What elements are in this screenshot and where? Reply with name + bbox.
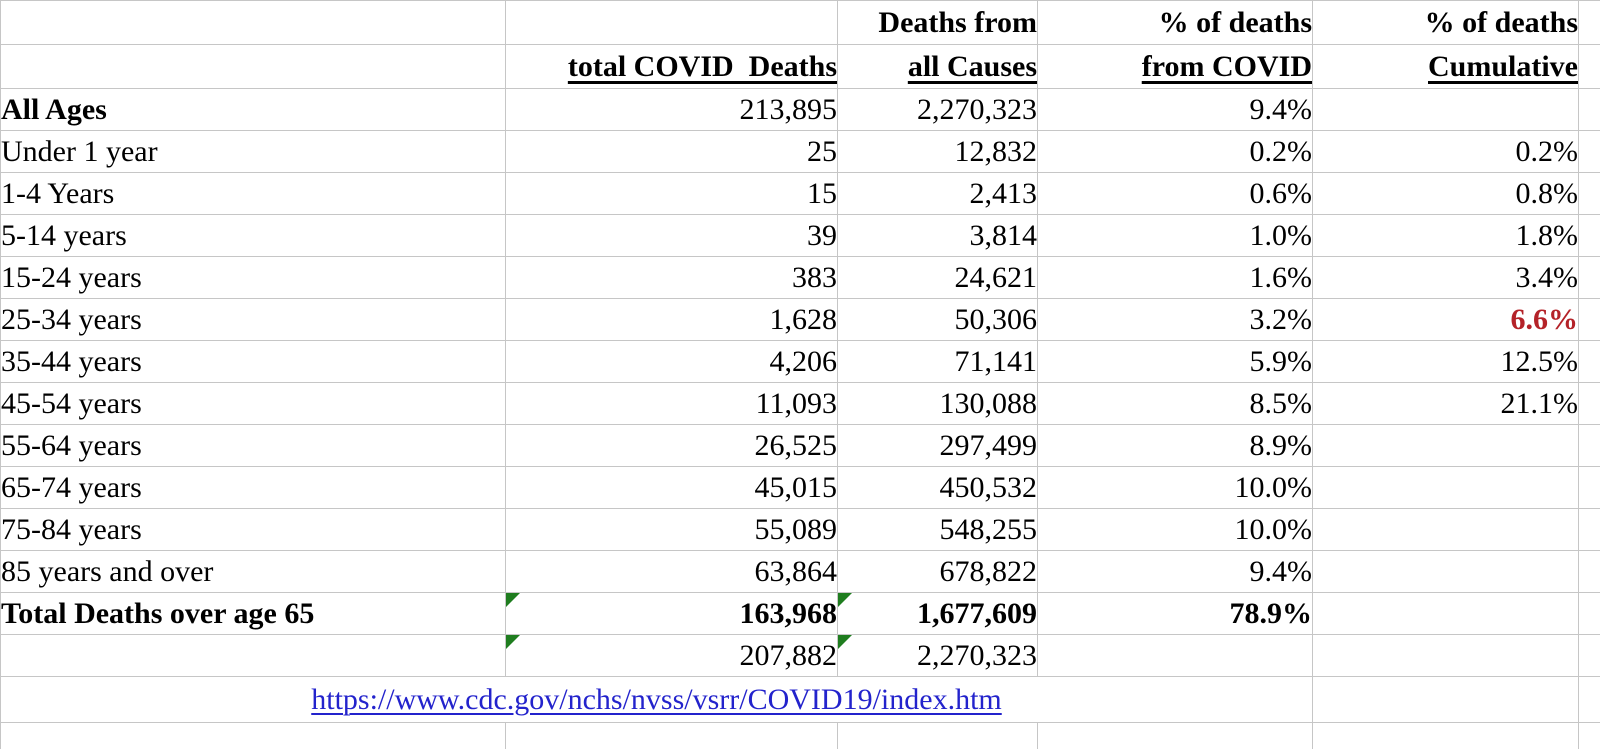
cell-all-causes[interactable] (838, 509, 1038, 551)
cell-all-causes[interactable] (838, 215, 1038, 257)
cell-age-label[interactable] (1, 173, 506, 215)
cell-pct-covid[interactable] (1038, 509, 1313, 551)
cell-pct-covid[interactable] (1038, 131, 1313, 173)
cell-empty[interactable] (1038, 635, 1313, 677)
header-all-causes-line1[interactable] (838, 1, 1038, 45)
value: 548,255 (940, 513, 1038, 546)
age-label: 25-34 years (1, 303, 142, 336)
cell-empty[interactable] (1313, 635, 1579, 677)
cell-age-label[interactable] (1, 257, 506, 299)
error-flag-icon (506, 635, 520, 649)
cell-pct-covid[interactable] (1038, 551, 1313, 593)
cell-covid-deaths[interactable] (506, 89, 838, 131)
table-row (1, 131, 1600, 173)
cell-pct-cumulative-highlighted[interactable] (1313, 299, 1579, 341)
cell-empty[interactable] (1579, 383, 1600, 425)
cell-all-causes[interactable] (838, 551, 1038, 593)
cell-all-causes[interactable] (838, 341, 1038, 383)
cell-pct-cumulative[interactable] (1313, 215, 1579, 257)
cell-empty[interactable] (1579, 341, 1600, 383)
cell-empty[interactable] (1579, 593, 1600, 635)
cell-empty[interactable] (838, 723, 1038, 749)
cell-age-label[interactable] (1, 467, 506, 509)
cell-empty[interactable] (1579, 215, 1600, 257)
header-label: all Causes (908, 50, 1037, 83)
cell-pct-cumulative[interactable] (1313, 131, 1579, 173)
cell-empty[interactable] (1579, 635, 1600, 677)
header-row-1 (1, 1, 1600, 45)
age-label: 45-54 years (1, 387, 142, 420)
cell-covid-deaths[interactable] (506, 173, 838, 215)
table-row (1, 215, 1600, 257)
cell-pct-cumulative[interactable] (1313, 593, 1579, 635)
cell-all-causes[interactable] (838, 467, 1038, 509)
cell-age-label[interactable] (1, 89, 506, 131)
link-row (1, 677, 1600, 723)
cell-empty[interactable] (1, 723, 506, 749)
cell-pct-covid[interactable] (1038, 89, 1313, 131)
value: 50,306 (955, 303, 1038, 336)
cell-total-label[interactable] (1, 593, 506, 635)
table-row (1, 89, 1600, 131)
cell-age-label[interactable] (1, 509, 506, 551)
total-row (1, 593, 1600, 635)
value: 3,814 (970, 219, 1038, 252)
cell-check-all-causes[interactable] (838, 635, 1038, 677)
cell-empty[interactable] (1579, 723, 1600, 749)
value: 8.9% (1250, 429, 1313, 462)
age-label: 75-84 years (1, 513, 142, 546)
cell-empty[interactable] (1313, 723, 1579, 749)
cell-all-causes[interactable] (838, 131, 1038, 173)
cell-covid-deaths[interactable] (506, 383, 838, 425)
cell-age-label[interactable] (1, 383, 506, 425)
cell-covid-deaths[interactable] (506, 509, 838, 551)
value: 15 (807, 177, 837, 210)
value: 450,532 (940, 471, 1038, 504)
value: 1.0% (1250, 219, 1313, 252)
cell-pct-covid[interactable] (1038, 299, 1313, 341)
cell-covid-deaths[interactable] (506, 425, 838, 467)
cell-age-label[interactable] (1, 551, 506, 593)
value: 21.1% (1501, 387, 1579, 420)
table-row (1, 341, 1600, 383)
value: 78.9% (1230, 597, 1313, 630)
header-label: total COVID Deaths (568, 50, 837, 83)
value: 1.8% (1516, 219, 1579, 252)
cell-total-pct-covid[interactable] (1038, 593, 1313, 635)
age-label: 55-64 years (1, 429, 142, 462)
value: 55,089 (755, 513, 838, 546)
cell-all-causes[interactable] (838, 89, 1038, 131)
cell-empty[interactable] (1579, 1, 1600, 45)
value: 8.5% (1250, 387, 1313, 420)
cell-covid-deaths[interactable] (506, 467, 838, 509)
value: 2,270,323 (917, 639, 1037, 672)
cell-empty[interactable] (1, 45, 506, 89)
cell-age-label[interactable] (1, 215, 506, 257)
cell-empty[interactable] (1579, 89, 1600, 131)
value: 1,677,609 (917, 597, 1037, 630)
value: 2,413 (970, 177, 1038, 210)
cell-total-all-causes[interactable] (838, 593, 1038, 635)
header-pct-covid-line1[interactable] (1038, 1, 1313, 45)
cell-pct-cumulative[interactable] (1313, 425, 1579, 467)
cell-covid-deaths[interactable] (506, 551, 838, 593)
table-row (1, 551, 1600, 593)
cell-empty[interactable] (1, 635, 506, 677)
value: 130,088 (940, 387, 1038, 420)
cell-covid-deaths[interactable] (506, 299, 838, 341)
value: 26,525 (755, 429, 838, 462)
table-row (1, 257, 1600, 299)
cell-pct-covid[interactable] (1038, 215, 1313, 257)
value: 11,093 (756, 387, 837, 420)
error-flag-icon (838, 593, 852, 607)
cell-covid-deaths[interactable] (506, 341, 838, 383)
value: 10.0% (1235, 513, 1313, 546)
value: 0.2% (1250, 135, 1313, 168)
value: 9.4% (1250, 555, 1313, 588)
cell-pct-cumulative[interactable] (1313, 467, 1579, 509)
header-all-causes-line2[interactable] (838, 45, 1038, 89)
cdc-source-link[interactable]: https://www.cdc.gov/nchs/nvss/vsrr/COVID19/index.htm (311, 683, 1002, 716)
header-covid-deaths[interactable] (506, 45, 838, 89)
table-row (1, 509, 1600, 551)
value: 1.6% (1250, 261, 1313, 294)
value: 4,206 (770, 345, 838, 378)
value: 207,882 (740, 639, 838, 672)
value: 3.2% (1250, 303, 1313, 336)
value: 39 (807, 219, 837, 252)
value: 297,499 (940, 429, 1038, 462)
cell-pct-cumulative[interactable] (1313, 173, 1579, 215)
value: 24,621 (955, 261, 1038, 294)
cell-covid-deaths[interactable] (506, 215, 838, 257)
error-flag-icon (506, 593, 520, 607)
age-label: 35-44 years (1, 345, 142, 378)
value: 0.2% (1516, 135, 1579, 168)
value: 213,895 (740, 93, 838, 126)
cell-age-label[interactable] (1, 425, 506, 467)
cell-check-covid-deaths[interactable] (506, 635, 838, 677)
cell-pct-cumulative[interactable] (1313, 509, 1579, 551)
header-label: % of deaths (1159, 6, 1312, 39)
cell-covid-deaths[interactable] (506, 257, 838, 299)
cell-empty[interactable] (1313, 677, 1579, 723)
cell-empty[interactable] (1579, 131, 1600, 173)
cell-age-label[interactable] (1, 341, 506, 383)
cell-empty[interactable] (1579, 677, 1600, 723)
cell-all-causes[interactable] (838, 425, 1038, 467)
value: 25 (807, 135, 837, 168)
cell-empty[interactable] (506, 723, 838, 749)
cell-pct-cumulative[interactable] (1313, 89, 1579, 131)
header-cumulative-line2[interactable] (1313, 45, 1579, 89)
cell-pct-cumulative[interactable] (1313, 551, 1579, 593)
age-label: Under 1 year (1, 135, 158, 168)
value: 163,968 (740, 597, 838, 630)
age-label: 65-74 years (1, 471, 142, 504)
value: 2,270,323 (917, 93, 1037, 126)
value: 3.4% (1516, 261, 1579, 294)
cell-empty[interactable] (1579, 551, 1600, 593)
header-row-2 (1, 45, 1600, 89)
value: 678,822 (940, 555, 1038, 588)
value: 10.0% (1235, 471, 1313, 504)
cell-all-causes[interactable] (838, 173, 1038, 215)
cell-empty[interactable] (1579, 299, 1600, 341)
header-label: from COVID (1142, 50, 1312, 83)
error-flag-icon (838, 635, 852, 649)
cell-all-causes[interactable] (838, 257, 1038, 299)
header-label: Deaths from (878, 6, 1037, 39)
cell-empty[interactable] (1579, 425, 1600, 467)
cell-empty[interactable] (1579, 467, 1600, 509)
value: 12.5% (1501, 345, 1579, 378)
table-row (1, 173, 1600, 215)
cell-empty[interactable] (1579, 257, 1600, 299)
cell-pct-covid[interactable] (1038, 425, 1313, 467)
cell-empty[interactable] (1579, 45, 1600, 89)
cell-empty[interactable] (506, 1, 838, 45)
cell-pct-covid[interactable] (1038, 173, 1313, 215)
cell-covid-deaths[interactable] (506, 131, 838, 173)
value: 383 (792, 261, 837, 294)
cell-pct-cumulative[interactable] (1313, 383, 1579, 425)
cell-source-link[interactable] (1, 677, 1313, 723)
age-label: All Ages (1, 93, 107, 126)
age-label: 5-14 years (1, 219, 127, 252)
header-label: % of deaths (1425, 6, 1578, 39)
table-row (1, 383, 1600, 425)
header-pct-covid-line2[interactable] (1038, 45, 1313, 89)
value: 5.9% (1250, 345, 1313, 378)
value: 9.4% (1250, 93, 1313, 126)
cell-all-causes[interactable] (838, 299, 1038, 341)
cell-all-causes[interactable] (838, 383, 1038, 425)
cell-total-covid-deaths[interactable] (506, 593, 838, 635)
value: 0.6% (1250, 177, 1313, 210)
table-row (1, 425, 1600, 467)
total-label: Total Deaths over age 65 (1, 597, 314, 630)
age-label: 85 years and over (1, 555, 213, 588)
cell-empty[interactable] (1038, 723, 1313, 749)
cell-pct-covid[interactable] (1038, 341, 1313, 383)
value: 71,141 (955, 345, 1038, 378)
value: 45,015 (755, 471, 838, 504)
header-label: Cumulative (1428, 50, 1578, 83)
age-label: 1-4 Years (1, 177, 114, 210)
value: 0.8% (1516, 177, 1579, 210)
cell-pct-cumulative[interactable] (1313, 257, 1579, 299)
cell-age-label[interactable] (1, 299, 506, 341)
header-cumulative-line1[interactable] (1313, 1, 1579, 45)
table-row (1, 299, 1600, 341)
check-row (1, 635, 1600, 677)
table-row (1, 467, 1600, 509)
value: 63,864 (755, 555, 838, 588)
age-label: 15-24 years (1, 261, 142, 294)
cell-empty[interactable] (1, 1, 506, 45)
cell-pct-covid[interactable] (1038, 383, 1313, 425)
value: 1,628 (770, 303, 838, 336)
cell-empty[interactable] (1579, 509, 1600, 551)
highlighted-value: 6.6% (1511, 303, 1579, 336)
empty-row (1, 723, 1600, 749)
cell-empty[interactable] (1579, 173, 1600, 215)
value: 12,832 (955, 135, 1038, 168)
cell-age-label[interactable] (1, 131, 506, 173)
cell-pct-cumulative[interactable] (1313, 341, 1579, 383)
cell-pct-covid[interactable] (1038, 257, 1313, 299)
cell-pct-covid[interactable] (1038, 467, 1313, 509)
